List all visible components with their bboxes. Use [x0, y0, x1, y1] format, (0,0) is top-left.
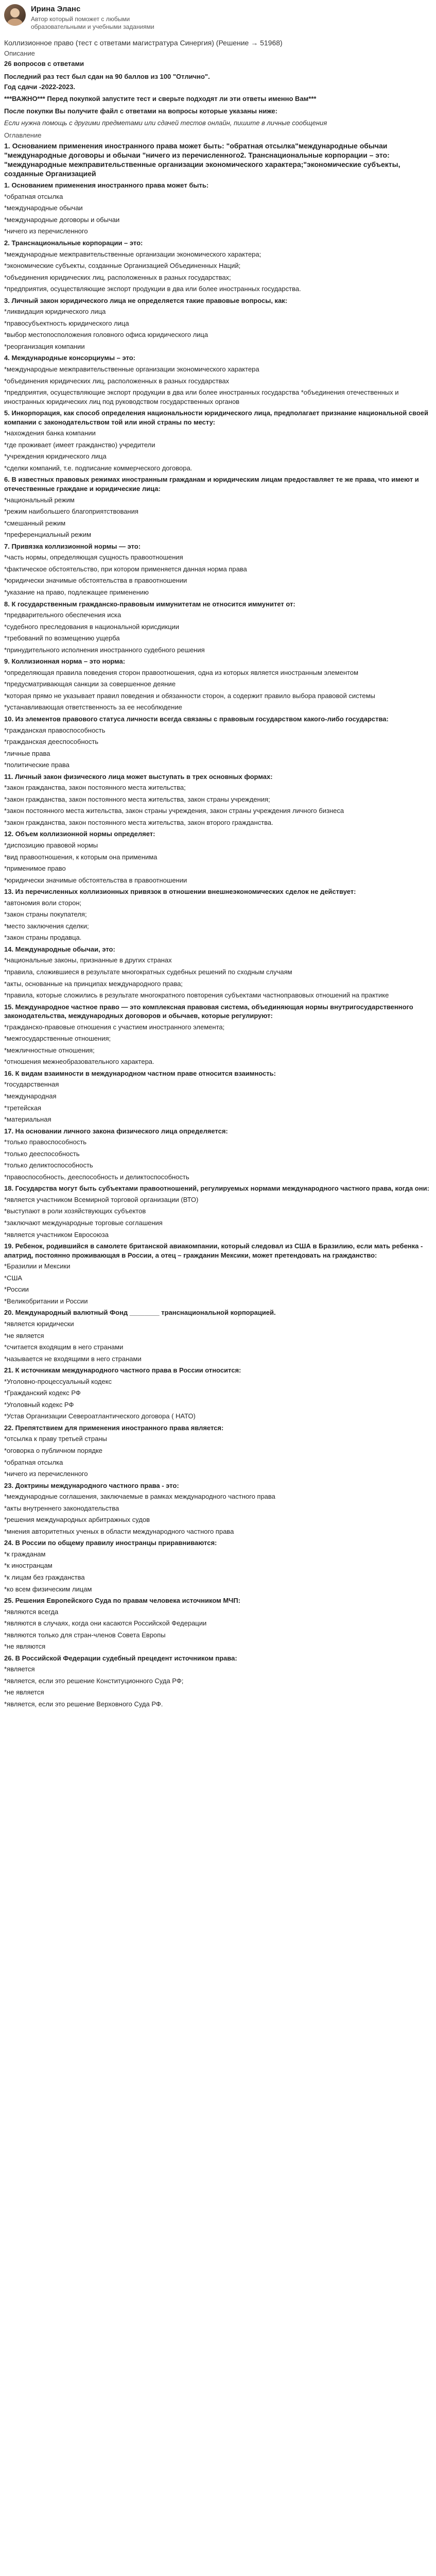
answer-option: *где проживает (имеет гражданство) учредители [4, 440, 155, 449]
answer-option: *ничего из перечисленного [4, 227, 88, 235]
question-item [4, 181, 432, 236]
answer-option: *международная [4, 1092, 57, 1100]
answer-option: *судебного преследования в национальной юрисдикции [4, 622, 180, 631]
answer-option: *не являются [4, 1642, 46, 1651]
answer-option: *фактическое обстоятельство, при котором применяется данная норма права [4, 565, 247, 573]
question-title: 7. Привязка коллизионной нормы — это: [4, 542, 141, 550]
answer-option: *является участником Всемирной торговой организации (ВТО) [4, 1195, 199, 1204]
answer-option: *только деликтоспособность [4, 1161, 93, 1170]
question-item [4, 1308, 432, 1363]
question-item [4, 772, 432, 827]
questions-count: 26 вопросов с ответами [4, 59, 84, 67]
answer-option: *отношения межнеобразовательного характера. [4, 1058, 154, 1066]
author-description: Автор который поможет с любыми образовательными и учебными заданиями [31, 15, 154, 31]
answer-option: *правила, которые сложились в результате многократного повторения субъектами частноправовых отношений на практике [4, 991, 389, 999]
question-item [4, 1423, 432, 1479]
answer-option: *национальные законы, признанные в других странах [4, 956, 172, 964]
answer-option: *закон гражданства, закон постоянного места жительства; [4, 784, 186, 792]
answer-option: *закон страны продавца. [4, 934, 82, 942]
question-item [4, 296, 432, 351]
answer-option: *предприятия, осуществляющие экспорт продукции в два или более иностранных государства. [4, 285, 301, 293]
answer-option: *является, если это решение Конституционного Суда РФ; [4, 1676, 184, 1685]
question-title: 4. Международные консорциумы – это: [4, 354, 135, 362]
question-title: 12. Объем коллизионной нормы определяет: [4, 830, 155, 838]
answer-option: *Устав Организации Североатлантического договора ( НАТО) [4, 1412, 196, 1420]
answer-option: *Бразилии и Мексики [4, 1262, 71, 1270]
answer-option: *является участником Евросоюза [4, 1230, 109, 1239]
answer-option: *отсылка к праву третьей страны [4, 1435, 107, 1443]
answer-option: *реорганизация компании [4, 342, 85, 350]
author-info [31, 4, 165, 31]
question-item [4, 1184, 432, 1239]
answer-option: *международные межправительственные организации экономического характера [4, 365, 259, 374]
question-title: 15. Международное частное право — это комплексная правовая система, объединяющая нормы внутригосударственного законодательства, международных договоров и обычаев, которые регулируют: [4, 1003, 413, 1020]
question-item [4, 829, 432, 885]
answer-option: *ликвидация юридического лица [4, 308, 106, 316]
question-title: 21. К источникам международного частного права в России относится: [4, 1366, 241, 1375]
answer-option: *юридически значимые обстоятельства в правоотношении [4, 876, 187, 884]
question-item [4, 1654, 432, 1709]
question-title: 25. Решения Европейского Суда по правам человека источником МЧП: [4, 1597, 240, 1605]
answer-option: *акты внутреннего законодательства [4, 1504, 119, 1512]
answer-option: *режим наибольшего благоприятствования [4, 507, 138, 516]
answer-option: *межличностные отношения; [4, 1046, 95, 1054]
answer-option: *являются только для стран-членов Совета Европы [4, 1631, 166, 1639]
answer-option: *считается входящим в него странами [4, 1343, 124, 1351]
answer-option: *акты, основанные на принципах международного права; [4, 979, 183, 988]
answer-option: *межгосударственные отношения; [4, 1035, 111, 1043]
question-title: 3. Личный закон юридического лица не определяется такие правовые вопросы, как: [4, 296, 288, 304]
after-purchase-note: После покупки Вы получите файл с ответами на вопросы которые указаны ниже: [4, 107, 277, 115]
question-title: 10. Из элементов правового статуса личности всегда связаны с правовым государством какого-либо государства: [4, 715, 389, 723]
answer-option: *предусматривающая санкции за совершенное деяние [4, 680, 176, 688]
answer-option: *указание на право, подлежащее применению [4, 588, 149, 596]
last-update-note: Последний раз тест был сдан на 90 баллов из 100 "Отлично". [4, 73, 210, 81]
help-note: Если нужна помощь с другими предметами или сдачей тестов онлайн, пишите в личные сообщения [4, 119, 327, 127]
question-item [4, 945, 432, 1000]
page-title: Коллизионное право (тест с ответами магистратура Синергия) (Решение → 51968) [4, 39, 283, 47]
answer-option: *закон страны покупателя; [4, 910, 87, 919]
answer-option: *смешанный режим [4, 519, 66, 527]
answer-option: *только правоспособность [4, 1138, 87, 1146]
answer-option: *диспозицию правовой нормы [4, 841, 98, 849]
answer-option: *вид правоотношения, к которым она применима [4, 853, 158, 861]
answer-option: *личные права [4, 749, 50, 757]
answer-option: *экономические субъекты, созданные Организацией Объединенных Наций; [4, 262, 241, 270]
answer-option: *к иностранцам [4, 1562, 53, 1570]
question-title: 14. Международные обычаи, это: [4, 945, 115, 953]
answer-option: *определяющая правила поведения сторон правоотношения, одна из которых является иностранным элементом [4, 668, 359, 676]
answer-option: *преференциальный режим [4, 531, 92, 539]
answer-option: *решения международных арбитражных судов [4, 1516, 150, 1524]
answer-option: *гражданская дееспособность [4, 738, 99, 746]
answer-option: *Великобритании и России [4, 1297, 88, 1305]
question-item [4, 600, 432, 655]
author-name[interactable]: Ирина Эланс [31, 5, 81, 13]
question-item [4, 1538, 432, 1594]
avatar[interactable] [4, 4, 26, 26]
important-notice: ***ВАЖНО*** Перед покупкой запустите тест и сверьте подходят ли эти ответы именно Вам*** [4, 95, 317, 103]
answer-option: *является, если это решение Верховного Суда РФ. [4, 1700, 163, 1708]
answer-option: *не является [4, 1688, 44, 1697]
answer-option: *Гражданский кодекс РФ [4, 1389, 81, 1397]
answer-option: *ко всем физическим лицам [4, 1585, 92, 1593]
question-title: 9. Коллизионная норма – это норма: [4, 657, 126, 666]
question-title: 8. К государственным гражданско-правовым иммунитетам не относится иммунитет от: [4, 600, 295, 608]
answer-option: *политические права [4, 761, 69, 769]
answer-option: *мнения авторитетных ученых в области международного частного права [4, 1527, 234, 1535]
question-title: 2. Транснациональные корпорации – это: [4, 239, 143, 247]
question-title: 17. На основании личного закона физического лица определяется: [4, 1127, 228, 1135]
answer-option: *юридически значимые обстоятельства в правоотношении [4, 577, 187, 585]
answer-option: *США [4, 1274, 23, 1282]
question-title: 26. В Российской Федерации судебный прецедент источником права: [4, 1654, 237, 1662]
answer-option: *нахождения банка компании [4, 429, 96, 437]
answer-option: *является [4, 1665, 35, 1673]
answer-option: *к лицам без гражданства [4, 1573, 85, 1581]
answer-option: *России [4, 1285, 29, 1294]
answer-option: *правила, сложившиеся в результате многократных судебных решений по сходным случаям [4, 968, 292, 976]
answer-option: *являются всегда [4, 1607, 59, 1616]
answer-option: *объединения юридических лиц, расположенных в разных государствах; [4, 273, 231, 281]
question-title: 22. Препятствием для применения иностранного права является: [4, 1423, 224, 1432]
question-item [4, 1366, 432, 1421]
question-title: 1. Основанием применения иностранного права может быть: [4, 181, 209, 190]
answer-option: *гражданско-правовые отношения с участием иностранного элемента; [4, 1023, 225, 1031]
answer-option: *требований по возмещению ущерба [4, 634, 120, 642]
answer-option: *применимое право [4, 865, 66, 873]
answer-option: *обратная отсылка [4, 1458, 63, 1466]
answer-option: *третейская [4, 1104, 42, 1112]
answer-option: *заключают международные торговые соглашения [4, 1219, 163, 1227]
answer-option: *материальная [4, 1115, 51, 1124]
answer-option: *правоспособность, дееспособность и деликтоспособность [4, 1173, 189, 1181]
answer-option: *Уголовный кодекс РФ [4, 1400, 74, 1409]
question-title: 19. Ребенок, родившийся в самолете британской авиакомпании, который следовал из США в Бразилию, если мать ребенка - апатрид, постоянно проживающая в России, а отец – гражданин Мексики, может претендовать на гражданство: [4, 1242, 423, 1259]
question-item [4, 1069, 432, 1124]
question-item [4, 475, 432, 539]
question-title: 13. Из перечисленных коллизионных привязок в отношении внешнеэкономических сделок не действует: [4, 888, 356, 896]
answer-option: *закон гражданства, закон постоянного места жительства, закон страны учреждения; [4, 795, 270, 803]
answer-option: *часть нормы, определяющая сущность правоотношения [4, 553, 183, 562]
year-note: Год сдачи -2022-2023. [4, 82, 76, 91]
answer-option: *гражданская правоспособность [4, 726, 106, 734]
question-title: 6. В известных правовых режимах иностранным гражданам и юридическим лицам предоставляет те же права, что имеют и отечественные граждане и юридические лица: [4, 476, 419, 493]
question-item [4, 715, 432, 770]
question-item [4, 239, 432, 294]
question-item [4, 1481, 432, 1536]
answer-option: *устанавливающая ответственность за ее несоблюдение [4, 703, 182, 711]
answer-option: *правосубъектность юридического лица [4, 319, 129, 327]
question-item [4, 1596, 432, 1651]
toc-summary: 1. Основанием применения иностранного права может быть: "обратная отсылка"международные обычаи "международные договоры и обычаи "ничего из перечисленного2. Транснациональные корпорации – это: "международные межправительственные организации экономического характера;"экономические субъекты, созданные Организацией [4, 141, 400, 178]
answer-option: *только дееспособность [4, 1149, 80, 1158]
question-item [4, 1242, 432, 1306]
answer-option: *к гражданам [4, 1550, 46, 1558]
question-item [4, 409, 432, 472]
answer-option: *международные межправительственные организации экономического характера; [4, 250, 261, 258]
answer-option: *автономия воли сторон; [4, 899, 82, 907]
answer-option: *объединения юридических лиц, расположенных в разных государствах [4, 377, 230, 385]
question-item [4, 353, 432, 406]
answer-option: *предприятия, осуществляющие экспорт продукции в два или более иностранных государства *объединения отечественных и иностранных юридических лиц под руководством государственных органов [4, 388, 399, 405]
toc-label: Оглавление [4, 131, 42, 139]
answer-option: *выступают в роли хозяйствующих субъектов [4, 1207, 146, 1215]
answer-option: *называется не входящими в него странами [4, 1354, 142, 1363]
answer-option: *выбор местопосположения головного офиса юридического лица [4, 331, 208, 339]
answer-option: *является юридически [4, 1319, 74, 1328]
question-title: 18. Государства могут быть субъектами правоотношений, регулируемых нормами международного частного права, когда они: [4, 1184, 429, 1193]
question-item [4, 887, 432, 942]
answer-option: *национальный режим [4, 496, 75, 504]
answer-option: *которая прямо не указывает правил поведения и обязанности сторон, а содержит правило выбора правовой системы [4, 691, 375, 700]
question-title: 16. К видам взаимности в международном частном праве относится взаимность: [4, 1069, 276, 1077]
answer-option: *место заключения сделки; [4, 922, 89, 930]
answer-option: *международные соглашения, заключаемые в рамках международного частного права [4, 1493, 275, 1501]
question-title: 20. Международный валютный Фонд ________ транснациональной корпорацией. [4, 1309, 276, 1317]
question-title: 23. Доктрины международного частного права - это: [4, 1481, 179, 1489]
question-item [4, 542, 432, 597]
answer-option: *международные обычаи [4, 204, 83, 212]
answer-option: *международные договоры и обычаи [4, 215, 120, 224]
answer-option: *государственная [4, 1080, 59, 1089]
question-item [4, 1127, 432, 1182]
question-item [4, 657, 432, 712]
question-item [4, 1003, 432, 1066]
answer-option: *не является [4, 1331, 44, 1340]
author-card[interactable] [4, 4, 432, 31]
description-label: Описание [4, 49, 35, 58]
answer-option: *закон гражданства, закон постоянного места жительства, закон второго гражданства. [4, 818, 273, 826]
answer-option: *являются в случаях, когда они касаются Российской Федерации [4, 1619, 207, 1628]
question-title: 24. В России по общему правилу иностранцы приравниваются: [4, 1539, 217, 1547]
answer-option: *закон постоянного места жительства, закон страны учреждения, закон страны учреждения личного бизнеса [4, 807, 344, 815]
answer-option: *предварительного обеспечения иска [4, 611, 121, 619]
questions-list [4, 181, 432, 1708]
answer-option: *обратная отсылка [4, 192, 63, 200]
answer-option: *ничего из перечисленного [4, 1470, 88, 1478]
answer-option: *учреждения юридического лица [4, 452, 107, 461]
answer-option: *Уголовно-процессуальный кодекс [4, 1377, 112, 1385]
answer-option: *оговорка о публичном порядке [4, 1446, 103, 1454]
question-title: 11. Личный закон физического лица может выступать в трех основных формах: [4, 772, 273, 781]
answer-option: *сделки компаний, т.е. подписание коммерческого договора. [4, 464, 193, 472]
question-title: 5. Инкорпорация, как способ определения национальности юридического лица, предполагает признание национальной своей компании с законодательством той или иной страны по месту: [4, 409, 429, 426]
answer-option: *принудительного исполнения иностранного судебного решения [4, 646, 205, 654]
